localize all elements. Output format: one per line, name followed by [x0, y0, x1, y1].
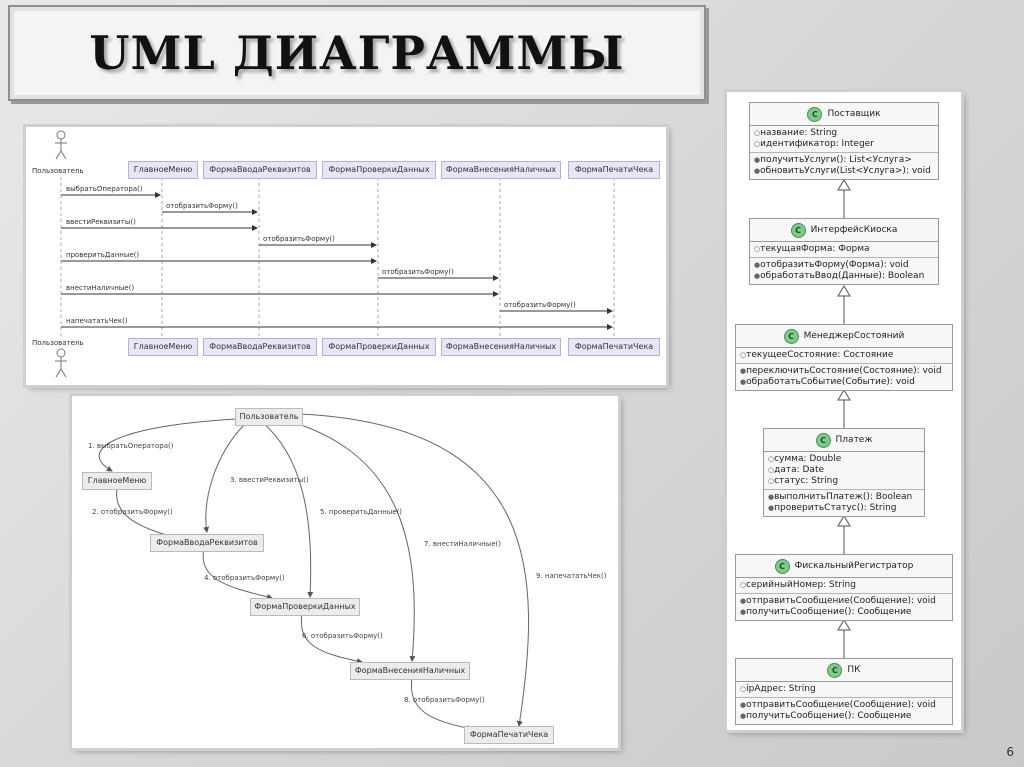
- class-method: ● получитьСообщение(): Сообщение: [740, 607, 948, 618]
- class-name: Платеж: [835, 435, 873, 445]
- class-method: ● переключитьСостояние(Состояние): void: [740, 366, 948, 377]
- slide-title: UML ДИАГРАММЫ: [89, 26, 625, 80]
- class-method: ● отправитьСообщение(Сообщение): void: [740, 700, 948, 711]
- class-attribute: ○ ipАдрес: String: [740, 684, 948, 695]
- class-method: ● обработатьСобытие(Событие): void: [740, 377, 948, 388]
- class-box: [735, 554, 953, 621]
- comm-node: ФормаПечатиЧека: [464, 726, 554, 744]
- participant-bottom: ФормаВводаРеквизитов: [203, 338, 317, 356]
- edge-label: 7. внестиНаличные(): [424, 540, 501, 548]
- class-box: [735, 658, 953, 725]
- inheritance-arrows: [727, 92, 961, 730]
- class-attribute: ○ серийныйНомер: String: [740, 580, 948, 591]
- edge-label: 9. напечататьЧек(): [536, 572, 607, 580]
- message-label: напечататьЧек(): [66, 317, 128, 325]
- class-name: Поставщик: [827, 109, 881, 119]
- message-label: выбратьОператора(): [66, 185, 143, 193]
- participant-bottom: ГлавноеМеню: [128, 338, 198, 356]
- class-diagram: [727, 92, 961, 730]
- participant-bottom: ФормаПроверкиДанных: [322, 338, 436, 356]
- class-method: ● отобразитьФорму(Форма): void: [754, 260, 934, 271]
- edge-label: 4. отобразитьФорму(): [204, 574, 285, 582]
- message-label: ввестиРеквизиты(): [66, 218, 136, 226]
- message-label: отобразитьФорму(): [263, 235, 335, 243]
- title-banner: [8, 5, 706, 101]
- class-box: [735, 324, 953, 391]
- actor-label-bottom: Пользователь: [32, 339, 84, 347]
- class-name: ПК: [847, 665, 861, 675]
- class-method: ● обновитьУслуги(List<Услуга>): void: [754, 166, 934, 177]
- class-attribute: ○ текущаяФорма: Форма: [754, 244, 934, 255]
- participant-top: ГлавноеМеню: [128, 161, 198, 179]
- message-label: отобразитьФорму(): [166, 202, 238, 210]
- class-method: ● получитьСообщение(): Сообщение: [740, 711, 948, 722]
- participant-top: ФормаПечатиЧека: [568, 161, 660, 179]
- edge-label: 8. отобразитьФорму(): [404, 696, 485, 704]
- class-method: ● выполнитьПлатеж(): Boolean: [768, 492, 920, 503]
- page-number: 6: [1006, 745, 1014, 759]
- edge-label: 1. выбратьОператора(): [88, 442, 174, 450]
- message-label: отобразитьФорму(): [382, 268, 454, 276]
- comm-node: ФормаВводаРеквизитов: [150, 534, 264, 552]
- sequence-diagram: [26, 127, 666, 385]
- participant-top: ФормаВнесенияНаличных: [441, 161, 561, 179]
- message-label: проверитьДанные(): [66, 251, 140, 259]
- participant-top: ФормаВводаРеквизитов: [203, 161, 317, 179]
- comm-node: ФормаПроверкиДанных: [250, 598, 360, 616]
- class-method: ● отправитьСообщение(Сообщение): void: [740, 596, 948, 607]
- class-box: [763, 428, 925, 517]
- actor-label-top: Пользователь: [32, 167, 84, 175]
- participant-top: ФормаПроверкиДанных: [322, 161, 436, 179]
- comm-node: Пользователь: [235, 408, 303, 426]
- actor-icon-top: [55, 131, 67, 159]
- class-attribute: ○ дата: Date: [768, 465, 920, 476]
- class-name: МенеджерСостояний: [803, 331, 905, 341]
- actor-icon-bottom: [55, 349, 67, 377]
- communication-diagram: [72, 396, 618, 748]
- class-icon: C: [816, 433, 831, 448]
- participant-bottom: ФормаПечатиЧека: [568, 338, 660, 356]
- message-label: внестиНаличные(): [66, 284, 135, 292]
- class-attribute: ○ сумма: Double: [768, 454, 920, 465]
- class-icon: C: [791, 223, 806, 238]
- edge-label: 2. отобразитьФорму(): [92, 508, 173, 516]
- comm-node: ФормаВнесенияНаличных: [350, 662, 470, 680]
- class-icon: C: [827, 663, 842, 678]
- message-label: отобразитьФорму(): [504, 301, 576, 309]
- class-icon: C: [784, 329, 799, 344]
- class-attribute: ○ статус: String: [768, 476, 920, 487]
- class-attribute: ○ текущееСостояние: Состояние: [740, 350, 948, 361]
- class-method: ● проверитьСтатус(): String: [768, 503, 920, 514]
- class-name: ФискальныйРегистратор: [794, 561, 914, 571]
- class-attribute: ○ название: String: [754, 128, 934, 139]
- comm-node: ГлавноеМеню: [82, 472, 152, 490]
- class-box: [749, 218, 939, 285]
- class-name: ИнтерфейсКиоска: [810, 225, 898, 235]
- class-method: ● обработатьВвод(Данные): Boolean: [754, 271, 934, 282]
- class-box: [749, 102, 939, 180]
- edge-label: 6. отобразитьФорму(): [302, 632, 383, 640]
- class-icon: C: [775, 559, 790, 574]
- class-attribute: ○ идентификатор: Integer: [754, 139, 934, 150]
- class-icon: C: [807, 107, 822, 122]
- class-method: ● получитьУслуги(): List<Услуга>: [754, 155, 934, 166]
- edge-label: 5. проверитьДанные(): [320, 508, 403, 516]
- participant-bottom: ФормаВнесенияНаличных: [441, 338, 561, 356]
- edge-label: 3. ввестиРеквизиты(): [230, 476, 309, 484]
